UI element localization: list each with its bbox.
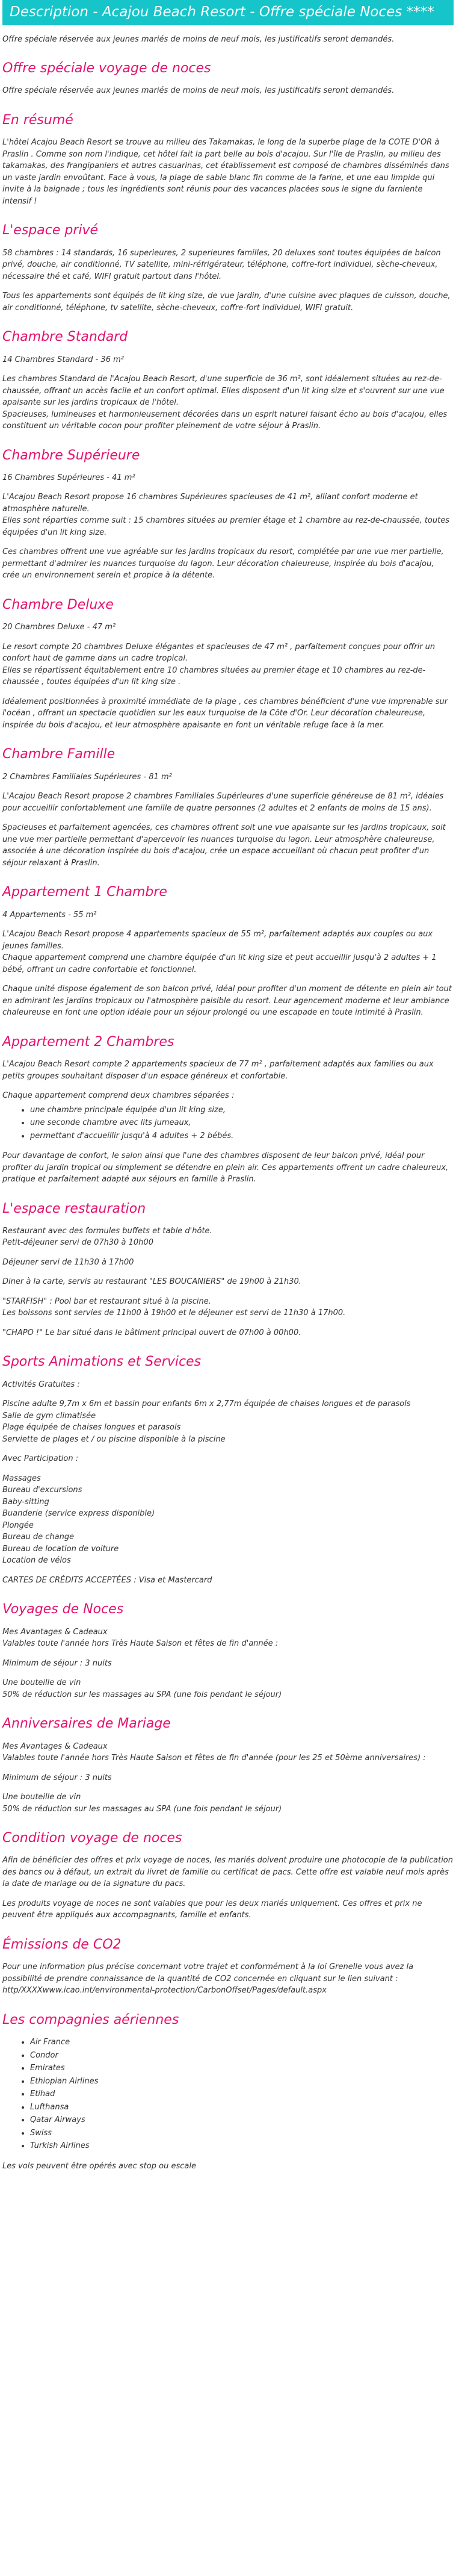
section-title: Sports Animations et Services: [2, 1354, 202, 1370]
section-appartement-1-chambre: [2, 885, 454, 1018]
list-item: Bureau de change: [2, 1532, 75, 1542]
paragraph: L'Acajou Beach Resort propose 2 chambres Familiales Supérieures d'une superficie généreuse de 81 m², idéales pour accueillir confortablement une famille de quatre personnes (2 adultes et 2 enfants de moins de 15 ans).: [2, 792, 444, 813]
section-appartement-2-chambres: [2, 1034, 454, 1186]
section-restauration: [2, 1201, 454, 1339]
section-chambre-deluxe: [2, 597, 454, 731]
section-title: En résumé: [2, 112, 73, 128]
paragraph: L'hôtel Acajou Beach Resort se trouve au milieu des Takamakas, le long de la superbe plage de la COTE D'OR à Praslin . Comme son nom l'indique, cet hôtel fait la part belle au bois d'acajou. Sur l'île de Praslin, au milieu des takamakas, des frangipaniers et autres casuarinas, cet établissement est composé de chambres disséminés dans un vaste jardin envoûtant. Face à vous, la plage de sable blanc fin comme de la farine, et une eau limpide qui invite à la baignade ; tous les ingrédients sont réunis pour des vacances placées sous le signe du farniente intensif !: [2, 138, 449, 206]
list-item: • Turkish Airlines: [30, 2140, 454, 2152]
paragraph: 58 chambres : 14 standards, 16 superieures, 2 superieures familles, 20 deluxes sont toutes équipées de balcon privé, douche, air conditionné, TV satellite, mini-réfrigérateur, téléphone, coffre-fort individuel, sèche-cheveux, nécessaire thé et café, WIFI gratuit partout dans l'hôtel.: [2, 248, 441, 281]
paragraph: "CHAPO !" Le bar situé dans le bâtiment principal ouvert de 07h00 à 00h00.: [2, 1328, 301, 1337]
paragraph: Les produits voyage de noces ne sont valables que pour les deux mariés uniquement. Ces offres et prix ne peuvent être appliqués aux accompagnants, famille et enfants.: [2, 1899, 422, 1920]
room-count: 4 Appartements - 55 m²: [2, 910, 97, 919]
list-item: Baby-sitting: [2, 1497, 49, 1507]
list-item: Buanderie (service express disponible): [2, 1509, 155, 1519]
paragraph: Pour davantage de confort, le salon ainsi que l'une des chambres disposent de leur balcon privé, idéal pour profiter du jardin tropical ou simplement se détendre en plein air. Ces appartements offrent un cadre chaleureux, pratique et parfaitement adapté aux séjours en famille à Praslin.: [2, 1151, 449, 1184]
paragraph: CARTES DE CRÉDITS ACCEPTÉES : Visa et Mastercard: [2, 1575, 212, 1585]
section-chambre-standard: [2, 329, 454, 432]
paragraph: Avec Participation :: [2, 1454, 79, 1464]
paragraph: Une bouteille de vin: [2, 1678, 81, 1688]
paragraph: Tous les appartements sont équipés de lit king size, de vue jardin, d'une cuisine avec plaques de cuisson, douche, air conditionné, téléphone, tv satellite, sèche-cheveux, coffre-fort individuel, WIFI gratuit.: [2, 291, 451, 313]
section-compagnies: [2, 2012, 454, 2172]
list-item: Bureau de location de voiture: [2, 1544, 119, 1554]
room-count: 14 Chambres Standard - 36 m²: [2, 355, 124, 364]
paragraph: Déjeuner servi de 11h30 à 17h00: [2, 1257, 134, 1267]
list-item: • Lufthansa: [30, 2102, 454, 2114]
paragraph: Pour une information plus précise concernant votre trajet et conformément à la loi Grenelle vous avez la possibilité de prendre connaissance de la quantité de CO2 concernée en cliquant sur le lien suivant : http/XXXXwww.icao.int/environmental-protection/CarbonOffset/Pages/default.aspx: [2, 1962, 414, 1996]
paragraph: Elles sont réparties comme suit : 15 chambres situées au premier étage et 1 chambre au rez-de-chaussée, toutes équipées d'un lit king size.: [2, 516, 449, 537]
section-condition: [2, 1831, 454, 1921]
section-sports: [2, 1354, 454, 1586]
paragraph: "STARFISH" : Pool bar et restaurant situé à la piscine.: [2, 1296, 211, 1306]
section-espace-prive: [2, 223, 454, 314]
section-title: Condition voyage de noces: [2, 1831, 182, 1846]
section-co2: [2, 1937, 454, 1997]
list-item: • permettant d'accueillir jusqu'à 4 adultes + 2 bébés.: [30, 1130, 454, 1142]
section-title: Chambre Standard: [2, 329, 128, 345]
section-resume: [2, 113, 454, 207]
list-item: Location de vélos: [2, 1556, 71, 1566]
paragraph: Elles se répartissent équitablement entre 10 chambres situées au premier étage et 10 chambres au rez-de-chaussée , toutes équipées d'un lit king size .: [2, 665, 426, 687]
section-chambre-superieure: [2, 448, 454, 582]
paragraph: Le resort compte 20 chambres Deluxe élégantes et spacieuses de 47 m² , parfaitement conçues pour offrir un confort haut de gamme dans un cadre tropical.: [2, 642, 436, 664]
list-item: • Ethiopian Airlines: [30, 2076, 454, 2088]
paragraph: Spacieuses et parfaitement agencées, ces chambres offrent soit une vue apaisante sur les jardins tropicaux, soit une vue mer partielle permettant d'apercevoir les nuances turquoise du lagon. Leur atmosphère chaleureuse, associée à une décoration inspirée du bois d'acajou, crée un espace accueillant où chacun peut profiter d'un séjour relaxant à Praslin.: [2, 823, 446, 868]
list-item: Plongée: [2, 1520, 34, 1530]
airlines-list: [2, 2036, 454, 2152]
paragraph: 50% de réduction sur les massages au SPA (une fois pendant le séjour): [2, 1804, 282, 1814]
section-title: Voyages de Noces: [2, 1602, 124, 1617]
section-title: Chambre Supérieure: [2, 447, 140, 463]
list-item: • Etihad: [30, 2088, 454, 2100]
section-anniversaires: [2, 1716, 454, 1815]
list-item: Plage équipée de chaises longues et parasols: [2, 1423, 181, 1433]
paragraph: Diner à la carte, servis au restaurant "LES BOUCANIERS" de 19h00 à 21h30.: [2, 1277, 301, 1287]
paragraph: Valables toute l'année hors Très Haute Saison et fêtes de fin d'année :: [2, 1639, 279, 1649]
section-title: L'espace restauration: [2, 1201, 146, 1216]
paragraph: Activités Gratuites :: [2, 1380, 80, 1389]
list-item: Massages: [2, 1473, 41, 1483]
paragraph: L'Acajou Beach Resort propose 4 appartements spacieux de 55 m², parfaitement adaptés aux couples ou aux jeunes familles.: [2, 930, 433, 951]
section-title: Chambre Deluxe: [2, 597, 114, 612]
section-title: Anniversaires de Mariage: [2, 1716, 171, 1732]
section-title: Appartement 1 Chambre: [2, 885, 167, 900]
section-title: Les compagnies aériennes: [2, 2012, 179, 2027]
list-item: Serviette de plages et / ou piscine disponible à la piscine: [2, 1434, 226, 1444]
section-voyages-de-noces: [2, 1602, 454, 1700]
room-count: 2 Chambres Familiales Supérieures - 81 m²: [2, 772, 172, 782]
list-item: Bureau d'excursions: [2, 1486, 82, 1495]
room-count: 16 Chambres Supérieures - 41 m²: [2, 473, 135, 482]
list-item: Salle de gym climatisée: [2, 1411, 96, 1420]
paragraph: L'Acajou Beach Resort propose 16 chambres Supérieures spacieuses de 41 m², alliant confort moderne et atmosphère naturelle.: [2, 493, 418, 514]
paragraph: L'Acajou Beach Resort compte 2 appartements spacieux de 77 m² , parfaitement adaptés aux familles ou aux petits groupes souhaitant disposer d'un espace généreux et confortable.: [2, 1060, 434, 1081]
list-item: • Emirates: [30, 2062, 454, 2074]
section-title: Offre spéciale voyage de noces: [2, 61, 211, 76]
paragraph: Chaque unité dispose également de son balcon privé, idéal pour profiter d'un moment de détente en plein air tout en admirant les jardins tropicaux ou l'atmosphère paisible du resort. Leur agencement moderne et leur ambiance chaleureuse en font une option idéale pour un séjour prolongé ou une escapade en toute intimité à Praslin.: [2, 985, 452, 1018]
intro-text: Offre spéciale réservée aux jeunes mariés de moins de neuf mois, les justificatifs seront demandés.: [2, 34, 395, 44]
paragraph: Une bouteille de vin: [2, 1793, 81, 1802]
paragraph: Spacieuses, lumineuses et harmonieusement décorées dans un esprit naturel faisant écho au bois d'acajou, elles constituent un véritable cocon pour profiter pleinement de votre séjour à Praslin.: [2, 409, 448, 431]
list-item: • une chambre principale équipée d'un lit king size,: [30, 1104, 454, 1116]
paragraph: 50% de réduction sur les massages au SPA (une fois pendant le séjour): [2, 1690, 282, 1699]
paragraph: Afin de bénéficier des offres et prix voyage de noces, les mariés doivent produire une photocopie de la publication des bancs ou à défaut, un extrait du livret de famille ou certificat de pacs. Cette offre est valable neuf mois après la date de mariage ou de la signature du pacs.: [2, 1856, 453, 1889]
paragraph: Mes Avantages & Cadeaux: [2, 1627, 108, 1637]
paragraph: Minimum de séjour : 3 nuits: [2, 1658, 112, 1668]
paragraph: Offre spéciale réservée aux jeunes mariés de moins de neuf mois, les justificatifs seront demandés.: [2, 86, 395, 96]
list-item: • Qatar Airways: [30, 2114, 454, 2126]
paragraph: Ces chambres offrent une vue agréable sur les jardins tropicaux du resort, complétée par une vue mer partielle, permettant d'admirer les nuances turquoise du lagon. Leur décoration chaleureuse, inspirée du bois d'acajou, crée un environnement serein et propice à la détente.: [2, 547, 444, 580]
section-title: Appartement 2 Chambres: [2, 1034, 174, 1050]
list-item: • Condor: [30, 2050, 454, 2062]
page-title-banner: Description - Acajou Beach Resort - Offre spéciale Noces ****: [2, 0, 454, 25]
section-title: Chambre Famille: [2, 747, 116, 762]
list-item: • Air France: [30, 2036, 454, 2049]
paragraph: Valables toute l'année hors Très Haute Saison et fêtes de fin d'année (pour les 25 et 50ème anniversaires) :: [2, 1753, 426, 1763]
paragraph: Chaque appartement comprend une chambre équipée d'un lit king size et peut accueillir jusqu'à 2 adultes + 1 bébé, offrant un cadre confortable et fonctionnel.: [2, 953, 437, 974]
paragraph: Chaque appartement comprend deux chambres séparées :: [2, 1091, 235, 1101]
list-item: • une seconde chambre avec lits jumeaux,: [30, 1117, 454, 1129]
section-voyage-noces-offer: [2, 61, 454, 97]
section-title: L'espace privé: [2, 223, 99, 238]
paragraph: Restaurant avec des formules buffets et table d'hôte.: [2, 1226, 212, 1236]
paragraph: Petit-déjeuner servi de 07h30 à 10h00: [2, 1238, 153, 1248]
room-features-list: [2, 1104, 454, 1142]
paragraph: Les vols peuvent être opérés avec stop ou escale: [2, 2161, 196, 2171]
paragraph: Idéalement positionnées à proximité immédiate de la plage , ces chambres bénéficient d'une vue imprenable sur l'océan , offrant un spectacle quotidien sur les eaux turquoise de la Côte d'Or. Leur décoration chaleureuse, inspirée du bois d'acajou, et leur atmosphère apaisante en font un véritable refuge face à la mer.: [2, 697, 448, 730]
list-item: • Swiss: [30, 2127, 454, 2139]
section-chambre-famille: [2, 747, 454, 869]
paragraph: Minimum de séjour : 3 nuits: [2, 1773, 112, 1782]
paragraph: Mes Avantages & Cadeaux: [2, 1741, 108, 1751]
room-count: 20 Chambres Deluxe - 47 m²: [2, 623, 116, 632]
paragraph: Les chambres Standard de l'Acajou Beach Resort, d'une superficie de 36 m², sont idéalement situées au rez-de-chaussée, offrant un accès facile et un confort optimal. Elles disposent d'un lit king size et s'ouvrent sur une vue apaisante sur les jardins tropicaux de l'hôtel.: [2, 375, 445, 408]
list-item: Piscine adulte 9,7m x 6m et bassin pour enfants 6m x 2,77m équipée de chaises longues et de parasols: [2, 1399, 411, 1409]
section-title: Émissions de CO2: [2, 1937, 122, 1952]
paragraph: Les boissons sont servies de 11h00 à 19h00 et le déjeuner est servi de 11h30 à 17h00.: [2, 1308, 346, 1318]
